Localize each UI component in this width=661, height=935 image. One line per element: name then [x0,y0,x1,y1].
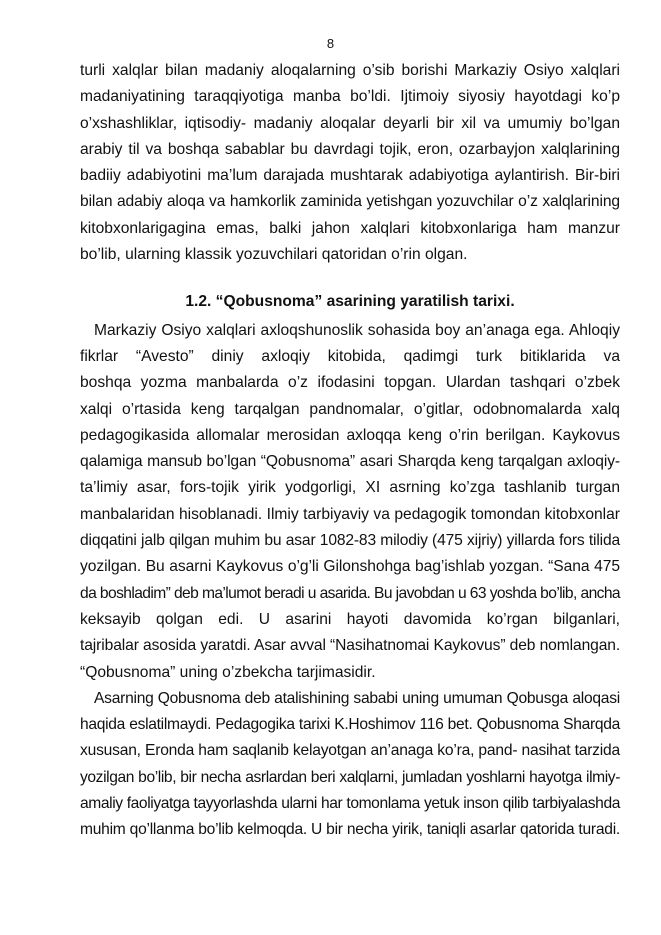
text-line: bilan adabiy aloqa va hamkorlik zaminida yetishgan yozuvchilar o’z xalqlarining [80,193,620,211]
text-line: pedagogikasida allomalar merosidan axloqqa keng o’rin berilgan. Kaykovus [80,426,620,444]
text-line: diqqatini jalb qilgan muhim bu asar 1082-83 milodiy (475 xijriy) yillarda fors tilida [80,532,620,550]
text-line: bo’lib, ularning klassik yozuvchilari qatoridan o’rin olgan. [80,246,468,264]
text-line: arabiy til va boshqa sabablar bu davrdagi tojik, eron, ozarbayjon xalqlarining [80,140,620,158]
page-content [80,58,620,844]
text-line: haqida eslatilmaydi. Pedagogika tarixi K.Hoshimov 116 bet. Qobusnoma Sharqda [80,716,620,734]
text-line: Asarning Qobusnoma deb atalishining sababi uning umuman Qobusga aloqasi [94,689,620,707]
text-line: manbalaridan hisoblanadi. Ilmiy tarbiyaviy va pedagogik tomondan kitobxonlar [80,505,620,523]
text-line: fikrlar “Avesto” diniy axloqiy kitobida, qadimgi turk bitiklarida va [80,347,620,365]
text-line: xususan, Eronda ham saqlanib kelayotgan an’anaga ko’ra, pand- nasihat tarzida [80,742,620,760]
text-line: “Qobusnoma” uning o’zbekcha tarjimasidir. [80,663,376,681]
paragraph-1 [80,58,620,268]
text-line: badiiy adabiyotini ma’lum darajada mushtarak adabiyotiga aylantirish. Bir-biri [80,167,620,185]
text-line: yozilgan. Bu asarni Kaykovus o’g’li Gilonshohga bag’ishlab yozgan. “Sana 475 [80,558,620,576]
text-line: madaniyatining taraqqiyotiga manba bo’ldi. Ijtimoiy siyosiy hayotdagi ko’p [80,88,620,106]
paragraph-3 [80,686,620,844]
text-line: amaliy faoliyatga tayyorlashda ularni har tomonlama yetuk inson qilib tarbiyalashda [80,795,620,813]
text-line: xalqi o’rtasida keng tarqalgan pandnomalar, o’gitlar, odobnomalarda xalq [80,400,620,418]
paragraph-2 [80,318,620,686]
text-line: o’xshashliklar, iqtisodiy- madaniy aloqalar deyarli bir xil va umumiy bo’lgan [80,114,620,132]
text-line: da boshladim” deb ma’lumot beradi u asarida. Bu javobdan u 63 yoshda bo’lib, ancha [80,584,620,602]
text-line: boshqa yozma manbalarda o’z ifodasini topgan. Ulardan tashqari o’zbek [80,374,620,392]
text-line: ta’limiy asar, fors-tojik yirik yodgorligi, XI asrning ko’zga tashlanib turgan [80,479,620,497]
text-line: Markaziy Osiyo xalqlari axloqshunoslik sohasida boy an’anaga ega. Ahloqiy [94,321,620,339]
page-number: 8 [326,36,335,51]
text-line: yozilgan bo’lib, bir necha asrlardan beri xalqlarni, jumladan yoshlarni hayotga ilmiy- [80,768,620,786]
text-line: muhim qo’llanma bo’lib kelmoqda. U bir necha yirik, taniqli asarlar qatorida turadi. [80,821,620,839]
text-line: keksayib qolgan edi. U asarini hayoti davomida ko’rgan bilganlari, [80,610,620,628]
section-heading: 1.2. “Qobusnoma” asarining yaratilish tarixi. [185,293,515,311]
text-line: kitobxonlarigagina emas, balki jahon xalqlari kitobxonlariga ham manzur [80,219,620,237]
text-line: qalamiga mansub bo’lgan “Qobusnoma” asari Sharqda keng tarqalgan axloqiy- [80,453,620,471]
text-line: tajribalar asosida yaratdi. Asar avval “Nasihatnomai Kaykovus” deb nomlangan. [80,637,621,655]
text-line: turli xalqlar bilan madaniy aloqalarning o’sib borishi Markaziy Osiyo xalqlari [80,62,620,79]
